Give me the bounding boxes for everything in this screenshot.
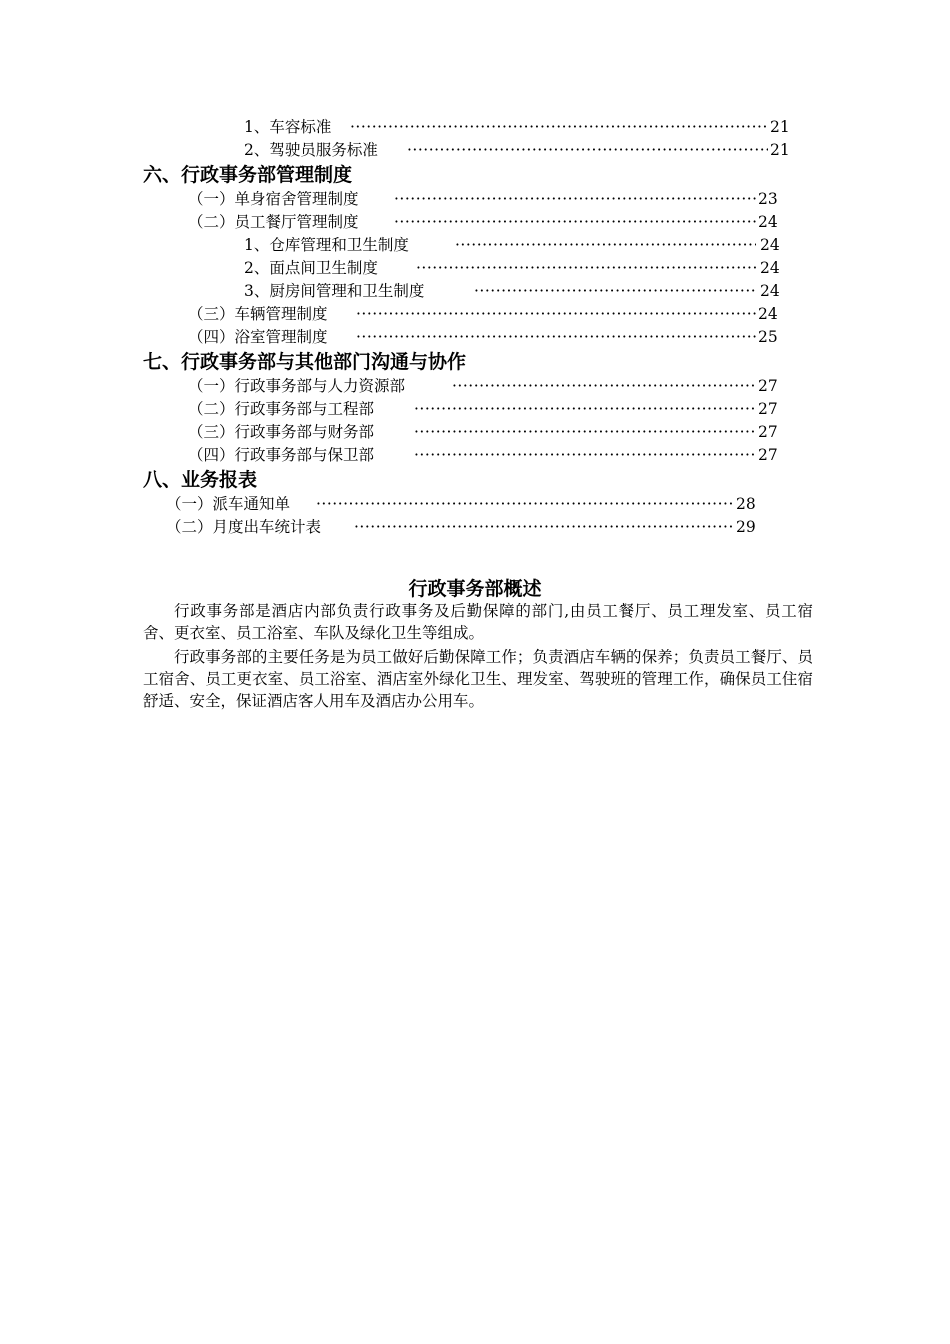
toc-page-number: 24 [760, 282, 780, 300]
toc-entry[interactable] [0, 280, 950, 303]
toc-page-number: 21 [770, 118, 790, 136]
toc-section-heading[interactable] [0, 349, 950, 375]
toc-page-number: 24 [760, 259, 780, 277]
toc-entry-label: （一）行政事务部与人力资源部 [188, 377, 406, 395]
toc-entry[interactable] [0, 375, 950, 398]
toc-leader-dots [316, 493, 734, 516]
toc-leader-dots [350, 116, 768, 139]
toc-entry[interactable] [0, 398, 950, 421]
toc-entry-label: （二）月度出车统计表 [166, 518, 322, 536]
toc-entry[interactable] [0, 516, 950, 539]
toc-entry-label: 1、车容标准 [244, 118, 332, 136]
toc-entry-label: （一）派车通知单 [166, 495, 291, 513]
toc-leader-dots [394, 188, 756, 211]
toc-entry[interactable] [0, 116, 950, 139]
toc-entry-label: （二）员工餐厅管理制度 [188, 213, 359, 231]
toc-entry[interactable] [0, 188, 950, 211]
toc-page-number: 27 [758, 377, 778, 395]
toc-page-number: 27 [758, 400, 778, 418]
toc-page-number: 27 [758, 423, 778, 441]
toc-page-number: 24 [758, 305, 778, 323]
toc-entry-label: 2、驾驶员服务标准 [244, 141, 378, 159]
toc-entry[interactable] [0, 326, 950, 349]
toc-leader-dots [356, 326, 756, 349]
toc-section-heading[interactable] [0, 162, 950, 188]
toc-entry-label: （四）行政事务部与保卫部 [188, 446, 375, 464]
toc-leader-dots [394, 211, 756, 234]
toc-entry-label: （二）行政事务部与工程部 [188, 400, 375, 418]
toc-page-number: 28 [736, 495, 756, 513]
toc-page-number: 21 [770, 141, 790, 159]
toc-entry[interactable] [0, 421, 950, 444]
body-paragraph: 行政事务部的主要任务是为员工做好后勤保障工作；负责酒店车辆的保养；负责员工餐厅、员工宿舍、员工更衣室、员工浴室、酒店室外绿化卫生、理发室、驾驶班的管理工作，确保员工住宿舒适、安全，保证酒店客人用车及酒店办公用车。 [143, 648, 813, 710]
toc-leader-dots [354, 516, 734, 539]
toc-section-heading-text: 六、行政事务部管理制度 [143, 164, 353, 186]
toc-leader-dots [414, 444, 756, 467]
toc-leader-dots [414, 398, 756, 421]
toc-entry[interactable] [0, 234, 950, 257]
section-title: 行政事务部概述 [408, 578, 542, 600]
toc-entry-label: 2、面点间卫生制度 [244, 259, 378, 277]
toc-leader-dots [474, 280, 756, 303]
toc-entry[interactable] [0, 444, 950, 467]
toc-entry[interactable] [0, 139, 950, 162]
toc-entry-label: （四）浴室管理制度 [188, 328, 328, 346]
toc-page-number: 24 [758, 213, 778, 231]
toc-section-heading[interactable] [0, 467, 950, 493]
toc-entry-label: （一）单身宿舍管理制度 [188, 190, 359, 208]
toc-entry[interactable] [0, 257, 950, 280]
toc-page-number: 27 [758, 446, 778, 464]
body-paragraph: 行政事务部是酒店内部负责行政事务及后勤保障的部门,由员工餐厅、员工理发室、员工宿舍、更衣室、员工浴室、车队及绿化卫生等组成。 [143, 602, 813, 642]
toc-page-number: 29 [736, 518, 756, 536]
toc-leader-dots [414, 421, 756, 444]
toc-section-heading-text: 八、业务报表 [143, 469, 258, 491]
toc-entry[interactable] [0, 493, 950, 516]
toc-entry[interactable] [0, 211, 950, 234]
table-of-contents [0, 116, 950, 539]
toc-page-number: 25 [758, 328, 778, 346]
toc-leader-dots [407, 139, 768, 162]
toc-entry-label: 1、仓库管理和卫生制度 [244, 236, 409, 254]
toc-entry-label: （三）车辆管理制度 [188, 305, 328, 323]
toc-leader-dots [356, 303, 756, 326]
toc-leader-dots [452, 375, 756, 398]
toc-section-heading-text: 七、行政事务部与其他部门沟通与协作 [143, 351, 467, 373]
toc-page-number: 23 [758, 190, 778, 208]
toc-page-number: 24 [760, 236, 780, 254]
toc-entry-label: 3、厨房间管理和卫生制度 [244, 282, 425, 300]
toc-leader-dots [455, 234, 756, 257]
toc-leader-dots [416, 257, 756, 280]
toc-entry-label: （三）行政事务部与财务部 [188, 423, 375, 441]
toc-entry[interactable] [0, 303, 950, 326]
